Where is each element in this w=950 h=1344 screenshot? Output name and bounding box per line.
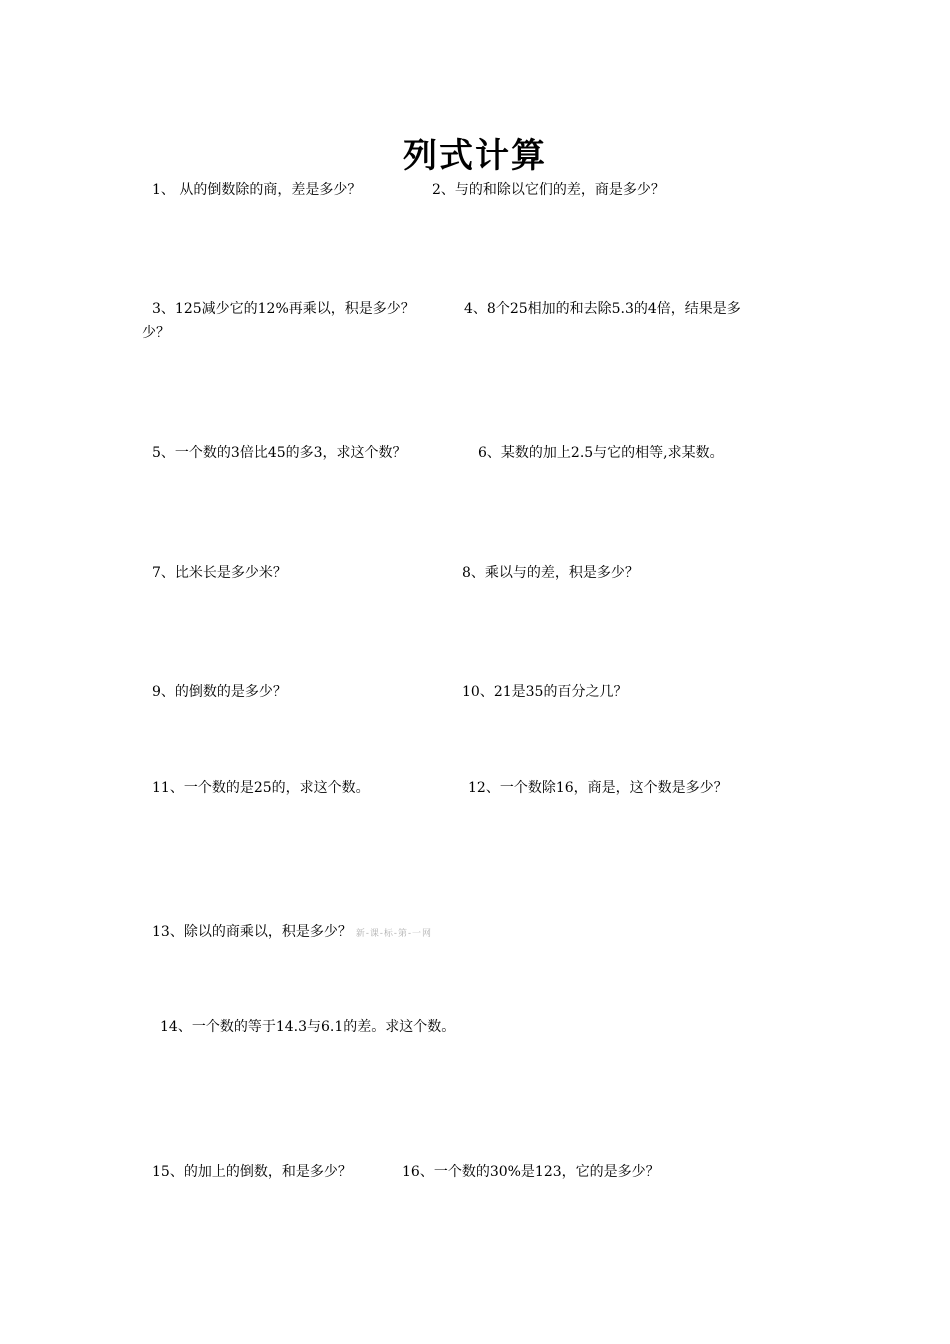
question-10: 10、21是35的百分之几？ — [462, 684, 628, 700]
question-5: 5、一个数的3倍比45的多3，求这个数？ — [152, 445, 407, 461]
question-4-continuation: 少？ — [142, 325, 170, 341]
question-2: 2、与的和除以它们的差，商是多少？ — [432, 182, 665, 198]
question-13-text: 13、除以的商乘以，积是多少？ — [152, 924, 352, 940]
question-16: 16、一个数的30%是123，它的是多少？ — [402, 1164, 660, 1180]
question-12: 12、一个数除16，商是，这个数是多少？ — [468, 780, 728, 796]
question-4: 4、8个25相加的和去除5.3的4倍，结果是多 — [464, 301, 741, 317]
question-8: 8、乘以与的差，积是多少？ — [462, 565, 639, 581]
question-13 — [152, 920, 432, 946]
question-7: 7、比米长是多少米？ — [152, 565, 287, 581]
question-11: 11、一个数的是25的，求这个数。 — [152, 780, 370, 796]
question-14: 14、一个数的等于14.3与6.1的差。求这个数。 — [160, 1019, 456, 1035]
question-9: 9、的倒数的是多少？ — [152, 684, 287, 700]
question-6: 6、某数的加上2.5与它的相等,求某数。 — [478, 445, 724, 461]
page-title: 列式计算 — [403, 136, 547, 176]
question-1: 1、 从的倒数除的商，差是多少？ — [152, 182, 362, 198]
question-15: 15、的加上的倒数，和是多少？ — [152, 1164, 352, 1180]
question-3: 3、125减少它的12%再乘以，积是多少？ — [152, 301, 415, 317]
watermark-text: 新-课-标-第-一网 — [355, 929, 432, 939]
